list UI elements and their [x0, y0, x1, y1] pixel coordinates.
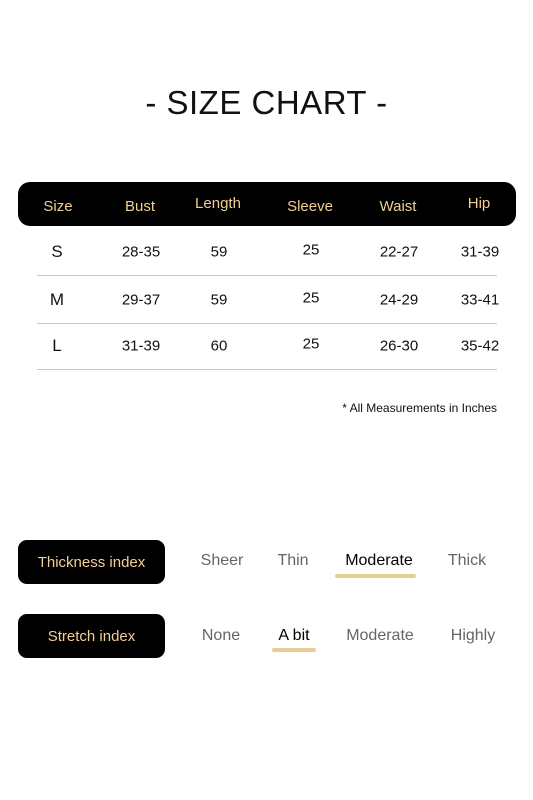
table-row — [37, 228, 500, 276]
cell-bust: 28-35 — [121, 243, 161, 260]
cell-sleeve: 25 — [302, 335, 320, 353]
cell-bust: 29-37 — [121, 291, 161, 308]
thickness-index-label: Thickness index — [18, 540, 165, 584]
header-bust: Bust — [124, 198, 156, 215]
cell-size: M — [49, 289, 65, 309]
cell-waist: 22-27 — [379, 243, 419, 260]
cell-sleeve: 25 — [302, 289, 320, 307]
cell-size: S — [51, 241, 63, 261]
page-title: - SIZE CHART - — [145, 84, 388, 121]
cell-hip: 31-39 — [460, 243, 500, 260]
stretch-option-highly: Highly — [450, 627, 496, 644]
size-table-header — [18, 182, 516, 226]
cell-waist: 24-29 — [379, 291, 419, 308]
thickness-option-moderate: Moderate — [345, 552, 413, 569]
table-row — [37, 322, 500, 370]
header-waist: Waist — [379, 198, 417, 215]
cell-length: 59 — [210, 291, 228, 308]
cell-size: L — [52, 335, 62, 355]
cell-length: 60 — [210, 337, 228, 354]
cell-waist: 26-30 — [379, 337, 419, 354]
stretch-index-label: Stretch index — [18, 614, 165, 658]
header-length: Length — [195, 195, 241, 212]
thickness-selected-underline — [335, 574, 416, 578]
cell-bust: 31-39 — [121, 337, 161, 354]
measurement-note: * All Measurements in Inches — [342, 401, 497, 415]
stretch-option-none: None — [201, 627, 241, 644]
thickness-option-sheer: Sheer — [200, 552, 244, 569]
stretch-option-moderate: Moderate — [346, 627, 414, 644]
header-sleeve: Sleeve — [287, 198, 333, 215]
header-size: Size — [43, 198, 73, 215]
header-hip: Hip — [467, 195, 491, 212]
thickness-option-thin: Thin — [277, 552, 309, 569]
cell-hip: 33-41 — [460, 291, 500, 308]
table-row — [37, 276, 500, 324]
thickness-option-thick: Thick — [447, 552, 487, 569]
stretch-option-a-bit: A bit — [278, 627, 310, 644]
stretch-selected-underline — [272, 648, 316, 652]
cell-sleeve: 25 — [302, 241, 320, 259]
cell-length: 59 — [210, 243, 228, 260]
cell-hip: 35-42 — [460, 337, 500, 354]
